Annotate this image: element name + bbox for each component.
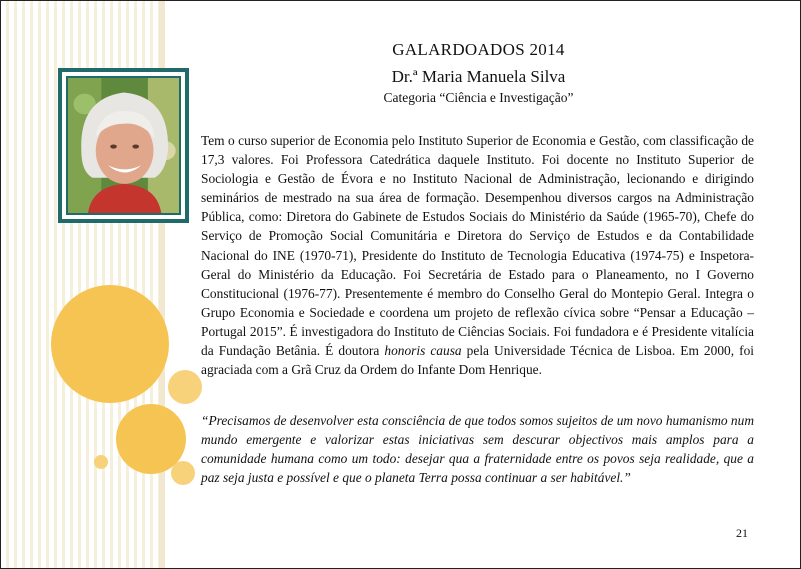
biography-paragraph xyxy=(201,131,754,379)
biography-text-part1: Tem o curso superior de Economia pelo Instituto Superior de Economia e Gestão, com classificação de 17,3 valores. Foi Professora Catedrática daquele Instituto. Foi docente no Instituto Superior de Sociologia e Gestão de Évora e no Instituto Nacional de Administração, lecionando e dirigindo seminários de mestrado na sua área de formação. Desempenhou diversos cargos na Administração Pública, como: Diretora do Gabinete de Estudos Sociais do Ministério da Saúde (1965-70), Chefe do Serviço de Promoção Social Comunitária e Diretora do Serviço de Estudos e da Contabilidade Nacional do INE (1970-71), Presidente do Instituto de Tecnologia Educativa (1974-75) e Inspetora-Geral do Ministério da Educação. Foi Secretária de Estado para o Planeamento, no I Governo Constitucional (1976-77). Presentemente é membro do Conselho Geral do Montepio Geral. Integra o Grupo Economia e Sociedade e coordena um projeto de reflexão cívica sobre “Pensar a Educação – Portugal 2015”. É investigadora do Instituto de Ciências Sociais. Foi fundadora e é Presidente vitalícia da Fundação Betânia. É doutora xyxy=(201,133,754,359)
award-category: Categoria “Ciência e Investigação” xyxy=(383,90,574,105)
decorative-circle-tiny xyxy=(94,455,108,469)
decorative-circle-mini xyxy=(171,461,195,485)
quote-paragraph: “Precisamos de desenvolver esta consciência de que todos somos sujeitos de um novo humanismo num mundo emergente e valorizar estas iniciativas sem descurar objectivos mais amplos para a comunidade humana como um todo: desejar qua a fraternidade entre os povos seja realidade, que a paz seja justa e possível e que o planeta Terra possa continuar a ser habitável.” xyxy=(201,413,754,486)
portrait-frame xyxy=(58,68,189,223)
page-number: 21 xyxy=(736,526,748,540)
biography-emphasis: honoris causa xyxy=(384,343,462,359)
slide-title: GALARDOADOS 2014 xyxy=(392,40,565,59)
biography-text-part2: pela Universidade Técnica de Lisboa. Em 2000, foi agraciada com a Grã Cruz da Ordem do Infante Dom Henrique. xyxy=(201,343,755,378)
decorative-circle-small xyxy=(168,370,202,404)
portrait-illustration xyxy=(68,78,179,213)
portrait-photo xyxy=(66,76,181,215)
slide-header xyxy=(201,39,756,106)
awardee-name: Dr.ª Maria Manuela Silva xyxy=(391,67,566,86)
decorative-circle-large xyxy=(51,285,169,403)
